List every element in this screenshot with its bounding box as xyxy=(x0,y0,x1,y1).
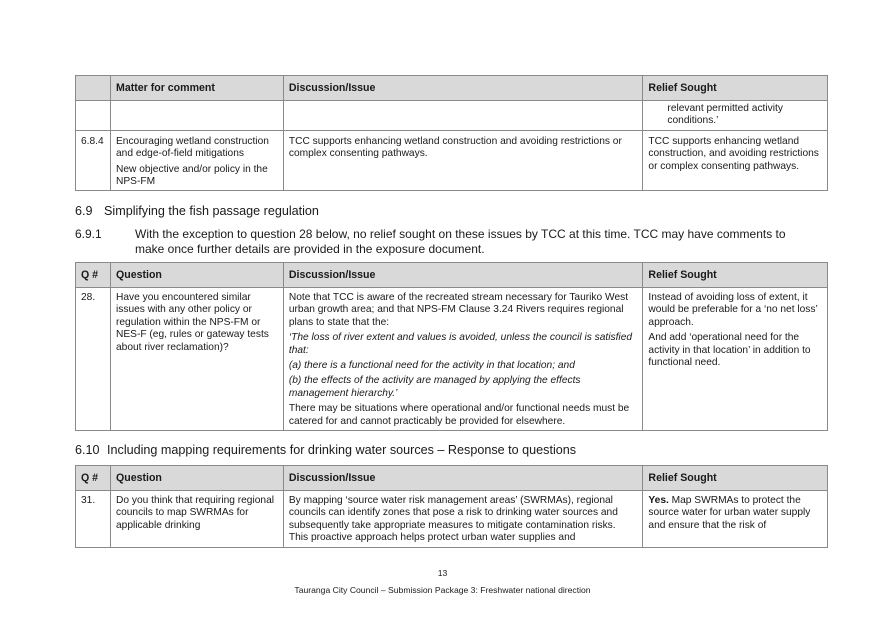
discussion-quote: ‘The loss of river extent and values is avoided, unless the council is satisfied that: xyxy=(288,332,633,356)
relief-text: And add ‘operational need for the activity in that location’ in addition to functional need. xyxy=(648,332,811,369)
header-cell: Question xyxy=(111,263,284,288)
discussion-text: Note that TCC is aware of the recreated stream necessary for Tauriko West urban growth area; and that NPS-FM Clause 3.24 Rivers requires regional plans to state that the: xyxy=(288,292,629,328)
table-row xyxy=(76,130,828,191)
section-heading xyxy=(75,204,319,218)
section-heading xyxy=(75,443,576,457)
relief-cell: TCC supports enhancing wetland construction, and avoiding restrictions or complex consenting pathways. xyxy=(643,130,828,191)
discussion-text: By mapping ‘source water risk management areas’ (SWRMAs), regional councils can identify zones that pose a risk to drinking water sources and subsequently take appropriate measures to mitigate contamination risks. This proactive approach helps protect urban water supplies and xyxy=(283,491,643,548)
section-title: Including mapping requirements for drinking water sources – Response to questions xyxy=(107,443,577,457)
header-cell: Question xyxy=(111,466,284,491)
section-number: 6.10 xyxy=(75,443,100,457)
header-cell: Matter for comment xyxy=(111,76,284,101)
discussion-quote: (b) the effects of the activity are managed by applying the effects management hierarchy.’ xyxy=(288,375,581,399)
matter-text: New objective and/or policy in the NPS-FM xyxy=(116,163,268,188)
table-row xyxy=(76,288,828,431)
relief-cell: relevant permitted activity conditions.’ xyxy=(667,103,783,127)
question-text: Do you think that requiring regional councils to map SWRMAs for applicable drinking xyxy=(111,491,284,548)
section-number: 6.9 xyxy=(75,204,93,218)
discussion-cell: TCC supports enhancing wetland construction and avoiding restrictions or complex consenting pathways. xyxy=(283,130,643,191)
discussion-text: There may be situations where operational and/or functional needs must be catered for and cannot practicably be provided for elsewhere. xyxy=(288,403,630,427)
paragraph-number: 6.9.1 xyxy=(75,227,102,241)
relief-text: Instead of avoiding loss of extent, it would be preferable for a ‘no net loss’ approach. xyxy=(648,292,818,328)
header-cell xyxy=(76,76,111,101)
section-title: Simplifying the fish passage regulation xyxy=(104,204,319,218)
table-header-row xyxy=(76,76,828,101)
header-cell: Discussion/Issue xyxy=(283,263,643,288)
discussion-quote: (a) there is a functional need for the activity in that location; and xyxy=(288,360,575,372)
table-question-28 xyxy=(75,262,828,431)
table-matter-comment xyxy=(75,75,828,191)
question-number: 31. xyxy=(76,491,111,548)
table-row xyxy=(76,101,828,131)
header-cell: Relief Sought xyxy=(643,263,828,288)
paragraph-text: With the exception to question 28 below, no relief sought on these issues by TCC at this time. TCC may have comments to make once further details are provided in the exposure document. xyxy=(135,227,786,256)
question-number: 28. xyxy=(76,288,111,431)
relief-text: Map SWRMAs to protect the source water for urban water supply and ensure that the risk of xyxy=(648,495,811,531)
relief-answer: Yes. xyxy=(648,495,669,506)
table-header-row xyxy=(76,263,828,288)
header-cell: Q # xyxy=(76,263,111,288)
header-cell: Relief Sought xyxy=(643,466,828,491)
header-cell: Relief Sought xyxy=(643,76,828,101)
table-row xyxy=(76,491,828,548)
header-cell: Discussion/Issue xyxy=(283,76,643,101)
footer-text: Tauranga City Council – Submission Package 3: Freshwater national direction xyxy=(294,585,591,595)
question-text: Have you encountered similar issues with any other policy or regulation within the NPS-FM or NES-F (eg, rules or gateway tests about river reclamation)? xyxy=(111,288,284,431)
header-cell: Discussion/Issue xyxy=(283,466,643,491)
item-number: 6.8.4 xyxy=(76,130,111,191)
header-cell: Q # xyxy=(76,466,111,491)
table-question-31 xyxy=(75,465,828,548)
page-number: 13 xyxy=(437,568,448,578)
matter-text: Encouraging wetland construction and edge-of-field mitigations xyxy=(116,135,269,160)
table-header-row xyxy=(76,466,828,491)
